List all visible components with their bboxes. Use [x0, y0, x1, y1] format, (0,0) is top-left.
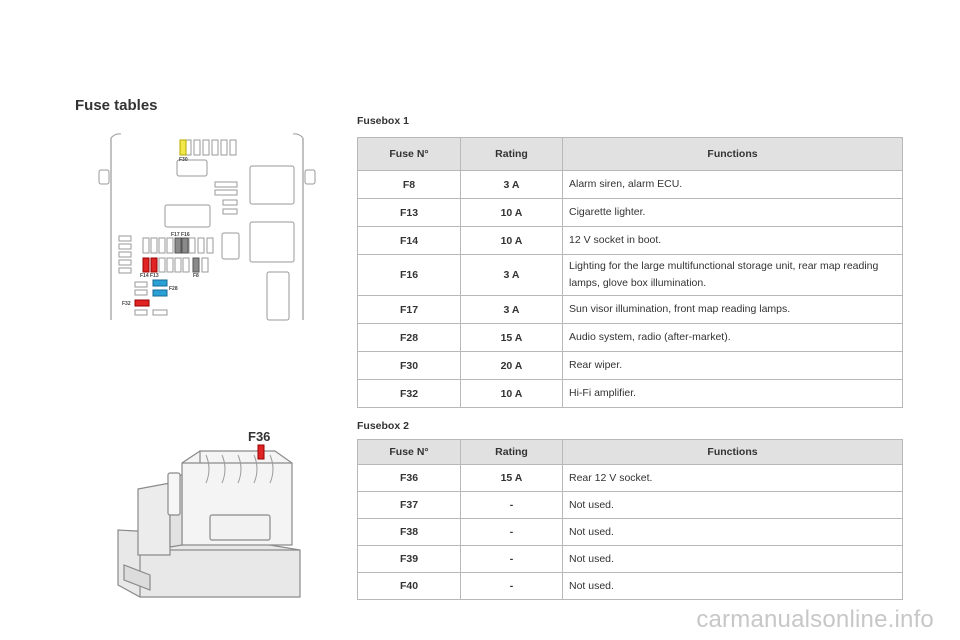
fuse-f16-highlight — [182, 238, 188, 253]
fusebox1-title: Fusebox 1 — [357, 115, 409, 127]
fuse-function: Cigarette lighter. — [563, 199, 903, 227]
col-header-fuse: Fuse N° — [358, 440, 461, 465]
table-row — [358, 199, 903, 227]
fusebox2-diagram — [110, 425, 310, 600]
fuse-function: 12 V socket in boot. — [563, 227, 903, 255]
fuse-rating: 20 A — [461, 352, 563, 380]
page-title: Fuse tables — [75, 97, 158, 114]
fuse-f32-highlight — [135, 300, 149, 306]
fusebox1-diagram — [95, 130, 320, 322]
fuse-rating: 10 A — [461, 227, 563, 255]
fuse-number: F37 — [358, 492, 461, 519]
fusebox2-title: Fusebox 2 — [357, 420, 409, 432]
label-f17-f16: F17 F16 — [171, 232, 190, 238]
fuse-rating: - — [461, 546, 563, 573]
label-f36: F36 — [248, 429, 271, 444]
fuse-function: Rear 12 V socket. — [563, 465, 903, 492]
col-header-rating: Rating — [461, 138, 563, 171]
fuse-f8-highlight — [193, 258, 199, 272]
table-row — [358, 546, 903, 573]
fuse-rating: - — [461, 492, 563, 519]
table-row — [358, 380, 903, 408]
col-header-functions: Functions — [563, 138, 903, 171]
fuse-f28-highlight-a — [153, 280, 167, 286]
table-header-row — [358, 440, 903, 465]
fuse-function: Audio system, radio (after-market). — [563, 324, 903, 352]
fuse-number: F32 — [358, 380, 461, 408]
fuse-rating: 3 A — [461, 296, 563, 324]
fuse-rating: 3 A — [461, 171, 563, 199]
fuse-function: Not used. — [563, 546, 903, 573]
table-header-row — [358, 138, 903, 171]
fuse-number: F13 — [358, 199, 461, 227]
fuse-function: Rear wiper. — [563, 352, 903, 380]
fuse-f14-highlight — [143, 258, 149, 272]
fuse-rating: 15 A — [461, 465, 563, 492]
table-row — [358, 492, 903, 519]
fuse-number: F28 — [358, 324, 461, 352]
fuse-number: F30 — [358, 352, 461, 380]
col-header-rating: Rating — [461, 440, 563, 465]
fuse-function: Hi-Fi amplifier. — [563, 380, 903, 408]
fuse-number: F8 — [358, 171, 461, 199]
label-f28: F28 — [169, 286, 178, 292]
fuse-rating: 15 A — [461, 324, 563, 352]
fuse-f13-highlight — [151, 258, 157, 272]
fuse-rating: - — [461, 519, 563, 546]
fusebox1-table — [357, 137, 903, 408]
table-row — [358, 519, 903, 546]
fuse-function: Not used. — [563, 519, 903, 546]
fuse-number: F38 — [358, 519, 461, 546]
table-row — [358, 324, 903, 352]
fuse-function: Alarm siren, alarm ECU. — [563, 171, 903, 199]
fuse-function: Lighting for the large multifunctional storage unit, rear map reading lamps, glove box illumination. — [563, 255, 903, 296]
fuse-f28-highlight-b — [153, 290, 167, 296]
fuse-number: F17 — [358, 296, 461, 324]
table-row — [358, 465, 903, 492]
table-row — [358, 296, 903, 324]
fuse-rating: 3 A — [461, 255, 563, 296]
table-row — [358, 352, 903, 380]
fuse-function: Sun visor illumination, front map reading lamps. — [563, 296, 903, 324]
col-header-fuse: Fuse N° — [358, 138, 461, 171]
fuse-number: F39 — [358, 546, 461, 573]
fuse-f17-highlight — [175, 238, 181, 253]
fuse-function: Not used. — [563, 573, 903, 600]
label-f30: F30 — [179, 157, 188, 163]
fuse-number: F14 — [358, 227, 461, 255]
fuse-f30-highlight — [180, 140, 186, 155]
fuse-number: F16 — [358, 255, 461, 296]
table-row — [358, 227, 903, 255]
fuse-number: F36 — [358, 465, 461, 492]
fuse-f36-highlight — [258, 445, 264, 459]
fuse-number: F40 — [358, 573, 461, 600]
label-f32: F32 — [122, 301, 131, 307]
col-header-functions: Functions — [563, 440, 903, 465]
fusebox2-table — [357, 439, 903, 600]
label-f14-f13: F14 F13 — [140, 273, 159, 279]
fuse-function: Not used. — [563, 492, 903, 519]
fuse-rating: 10 A — [461, 380, 563, 408]
watermark: carmanualsonline.info — [696, 606, 934, 633]
fuse-rating: - — [461, 573, 563, 600]
table-row — [358, 171, 903, 199]
fuse-rating: 10 A — [461, 199, 563, 227]
table-row — [358, 255, 903, 296]
table-row — [358, 573, 903, 600]
label-f8: F8 — [193, 273, 199, 279]
